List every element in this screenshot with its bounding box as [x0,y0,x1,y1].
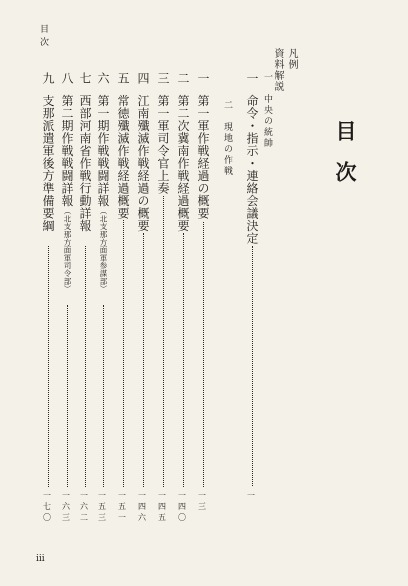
section-title: 中央の統帥 [262,94,272,149]
entry-title: 第二次冀南作戦経過概要 [176,94,190,232]
entry-title: 常徳殲滅作戦経過概要 [116,94,130,220]
entry-number: 七 [78,72,92,85]
entry-number: 三 [156,72,170,85]
toc-entry-8[interactable] [61,72,73,293]
entry-number: 一 [245,72,259,85]
page-number: 一六三 [62,491,70,522]
page-title: 目次 [333,120,358,202]
page-number: 一四五 [158,491,166,522]
front-matter-shiryo: 資料解説 [272,48,283,92]
dot-leader [183,233,185,487]
toc-entry-4[interactable] [137,72,149,232]
toc-entry-3[interactable] [157,72,169,195]
toc-entry-6[interactable] [97,72,109,293]
entry-note: （北支那方面軍司令部） [63,207,72,293]
entry-title: 第一軍作戦経過の概要 [196,94,210,220]
page-number: 一五三 [98,491,106,522]
entry-number: 九 [41,72,55,85]
entry-title: 江南殲滅作戦経過の概要 [136,94,150,232]
subsection-heading [222,100,231,177]
dot-leader [67,305,69,487]
entry-title: 支那派遣軍後方準備要綱 [41,94,55,232]
section-number: 一 [262,72,272,83]
entry-title: 西部河南省作戦行動詳報 [78,94,92,232]
section-heading [262,72,271,149]
page-number: 一五一 [118,491,126,522]
entry-number: 八 [60,72,74,85]
entry-title: 第一期作戦戦闘詳報 [96,94,110,207]
page-number: 一七〇 [43,491,51,522]
toc-entry-1[interactable] [197,72,209,220]
page-number: 一六二 [80,491,88,522]
entry-number: 六 [96,72,110,85]
entry-title: 第二期作戦戦闘詳報 [60,94,74,207]
dot-leader [203,222,205,487]
running-header: 目 次 [40,25,104,48]
subsection-number: 二 [222,100,232,111]
entry-note: （北支那方面軍参謀部） [99,207,108,293]
dot-leader [123,220,125,487]
dot-leader [252,246,254,486]
entry-number: 一 [196,72,210,85]
front-matter-hanrei: 凡例 [286,48,297,70]
toc-entry-0[interactable] [246,72,258,245]
folio: iii [36,554,45,564]
dot-leader [85,246,87,487]
page-number: 一四六 [138,491,146,522]
toc-entry-5[interactable] [117,72,129,220]
page-number: 一三 [198,491,206,511]
dot-leader [163,196,165,487]
entry-title: 命令・指示・連絡会議決定 [245,94,259,245]
toc-entry-9[interactable] [42,72,54,232]
entry-title: 第一軍司令官上奏 [156,94,170,195]
page-number: 一 [247,491,255,500]
entry-number: 四 [136,72,150,85]
entry-number: 二 [176,72,190,85]
toc-entry-7[interactable] [79,72,91,232]
subsection-title: 現地の作戦 [222,122,232,177]
toc-entry-2[interactable] [177,72,189,232]
entry-number: 五 [116,72,130,85]
dot-leader [48,246,50,487]
dot-leader [103,305,105,487]
dot-leader [143,233,145,487]
page-number: 一四〇 [178,491,186,522]
